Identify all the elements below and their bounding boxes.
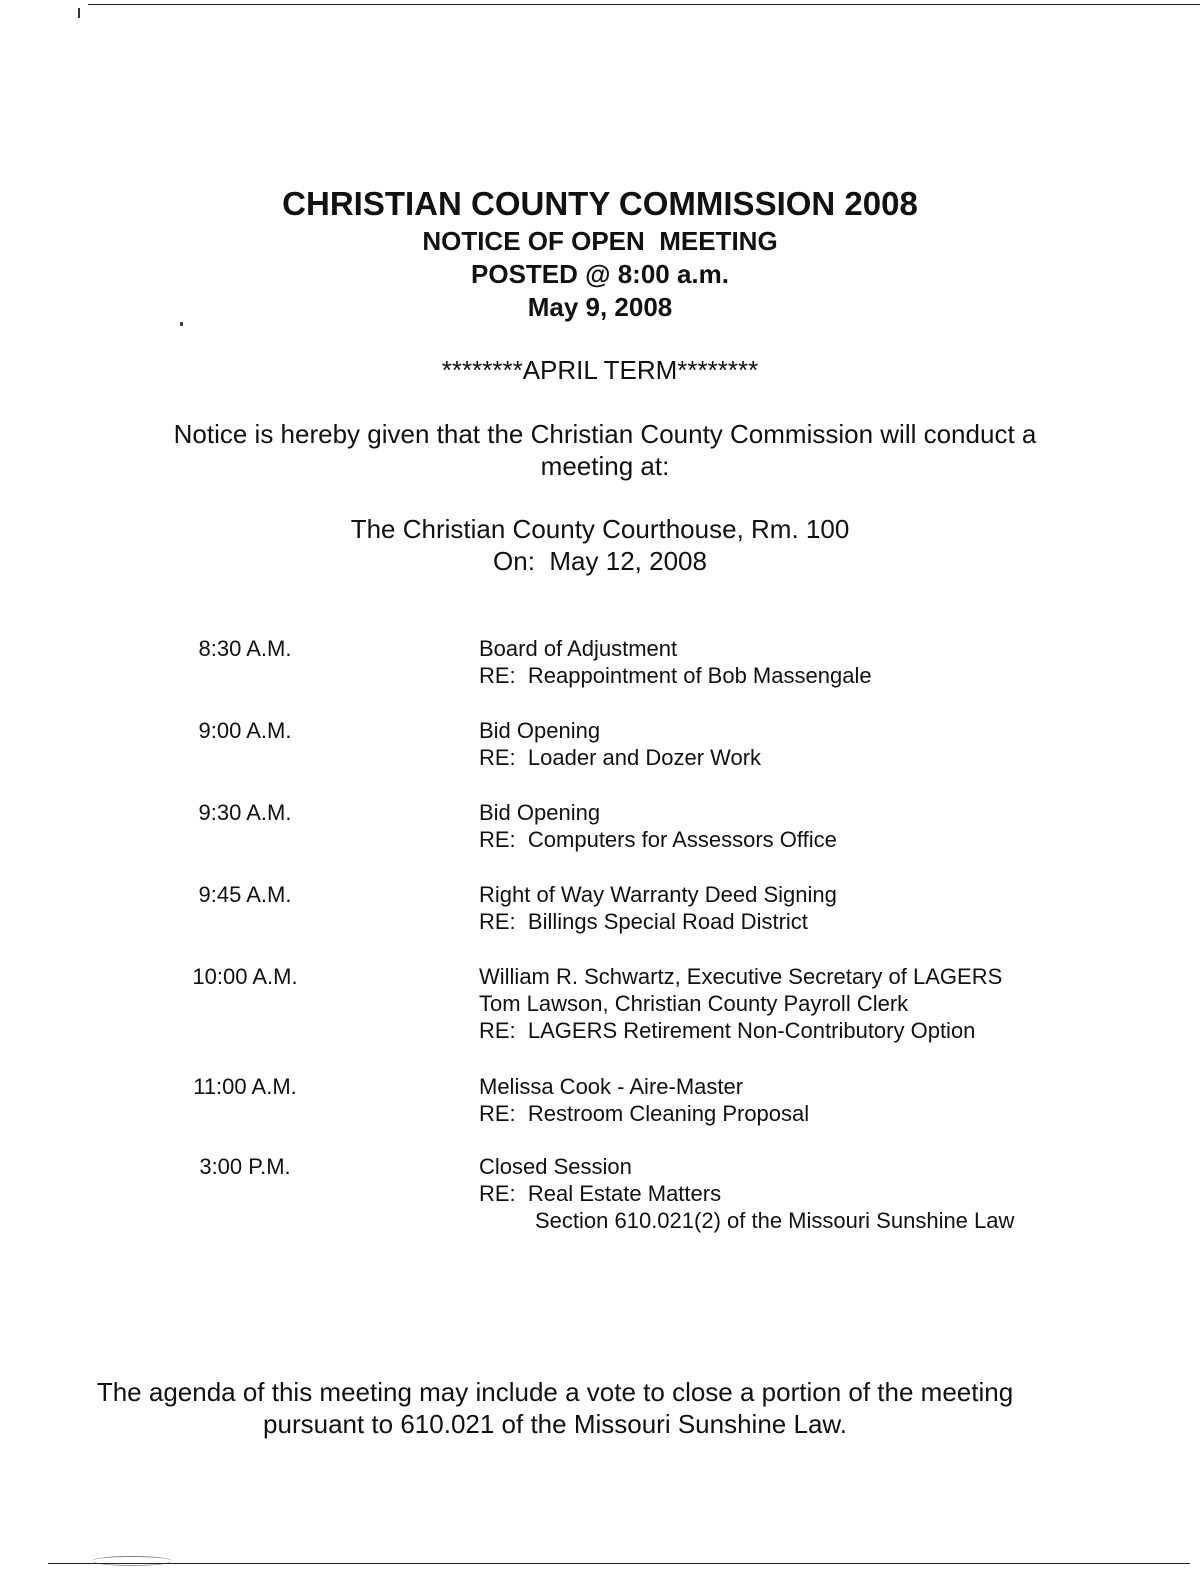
agenda-line: Right of Way Warranty Deed Signing: [479, 882, 837, 907]
term-label: ********APRIL TERM********: [441, 355, 759, 385]
agenda-description: [479, 799, 1179, 853]
meeting-location: [0, 513, 1200, 577]
location-place: The Christian County Courthouse, Rm. 100: [350, 514, 850, 544]
agenda-line: Closed Session: [479, 1154, 632, 1179]
agenda-line: RE: Loader and Dozer Work: [479, 745, 762, 770]
agenda-description: [479, 1073, 1179, 1127]
agenda-line: Melissa Cook - Aire-Master: [479, 1074, 744, 1099]
document-title: CHRISTIAN COUNTY COMMISSION 2008: [282, 185, 918, 222]
notice-text: Notice is hereby given that the Christian County Commission will conduct a meeting at:: [173, 419, 1037, 481]
scan-mark: [78, 8, 80, 18]
scan-edge-bottom: [48, 1563, 1190, 1564]
agenda-line: RE: Reappointment of Bob Massengale: [479, 663, 872, 688]
agenda-time: 11:00 A.M.: [193, 1074, 297, 1099]
scan-smudge: [92, 1556, 172, 1566]
agenda-line: Board of Adjustment: [479, 636, 678, 661]
agenda-description: [479, 881, 1179, 935]
agenda-line: RE: Restroom Cleaning Proposal: [479, 1101, 810, 1126]
agenda-line: RE: Computers for Assessors Office: [479, 827, 837, 852]
closing-line: The agenda of this meeting may include a vote to close a portion of the meeting: [96, 1377, 1014, 1407]
agenda-line: Tom Lawson, Christian County Payroll Clerk: [479, 991, 909, 1016]
agenda-time: 10:00 A.M.: [192, 964, 298, 989]
agenda-line: William R. Schwartz, Executive Secretary of LAGERS: [479, 964, 1003, 989]
notice-type: NOTICE OF OPEN MEETING: [422, 226, 778, 256]
agenda-time: 9:30 A.M.: [198, 800, 292, 825]
agenda-time: 9:00 A.M.: [198, 718, 292, 743]
agenda-description: [479, 717, 1179, 771]
closing-line: pursuant to 610.021 of the Missouri Sunshine Law.: [263, 1409, 847, 1439]
posted-time: POSTED @ 8:00 a.m.: [471, 259, 729, 289]
agenda-time: 3:00 P.M.: [199, 1154, 291, 1179]
agenda-time: 9:45 A.M.: [198, 882, 292, 907]
agenda-line: RE: LAGERS Retirement Non-Contributory Option: [479, 1018, 976, 1043]
agenda-line: RE: Billings Special Road District: [479, 909, 808, 934]
location-date: On: May 12, 2008: [493, 546, 707, 576]
agenda-line: Bid Opening: [479, 718, 601, 743]
notice-header: [0, 183, 1200, 324]
scan-edge-top: [88, 4, 1200, 5]
agenda-description: [479, 1153, 1179, 1234]
agenda-line: Section 610.021(2) of the Missouri Sunshine Law: [535, 1208, 1015, 1233]
agenda-description: [479, 963, 1179, 1044]
agenda-time: 8:30 A.M.: [198, 636, 292, 661]
agenda-description: [479, 635, 1179, 689]
closing-notice: [40, 1376, 1070, 1440]
agenda-line: RE: Real Estate Matters: [479, 1181, 722, 1206]
agenda-line: Bid Opening: [479, 800, 601, 825]
posted-date: May 9, 2008: [527, 292, 673, 322]
